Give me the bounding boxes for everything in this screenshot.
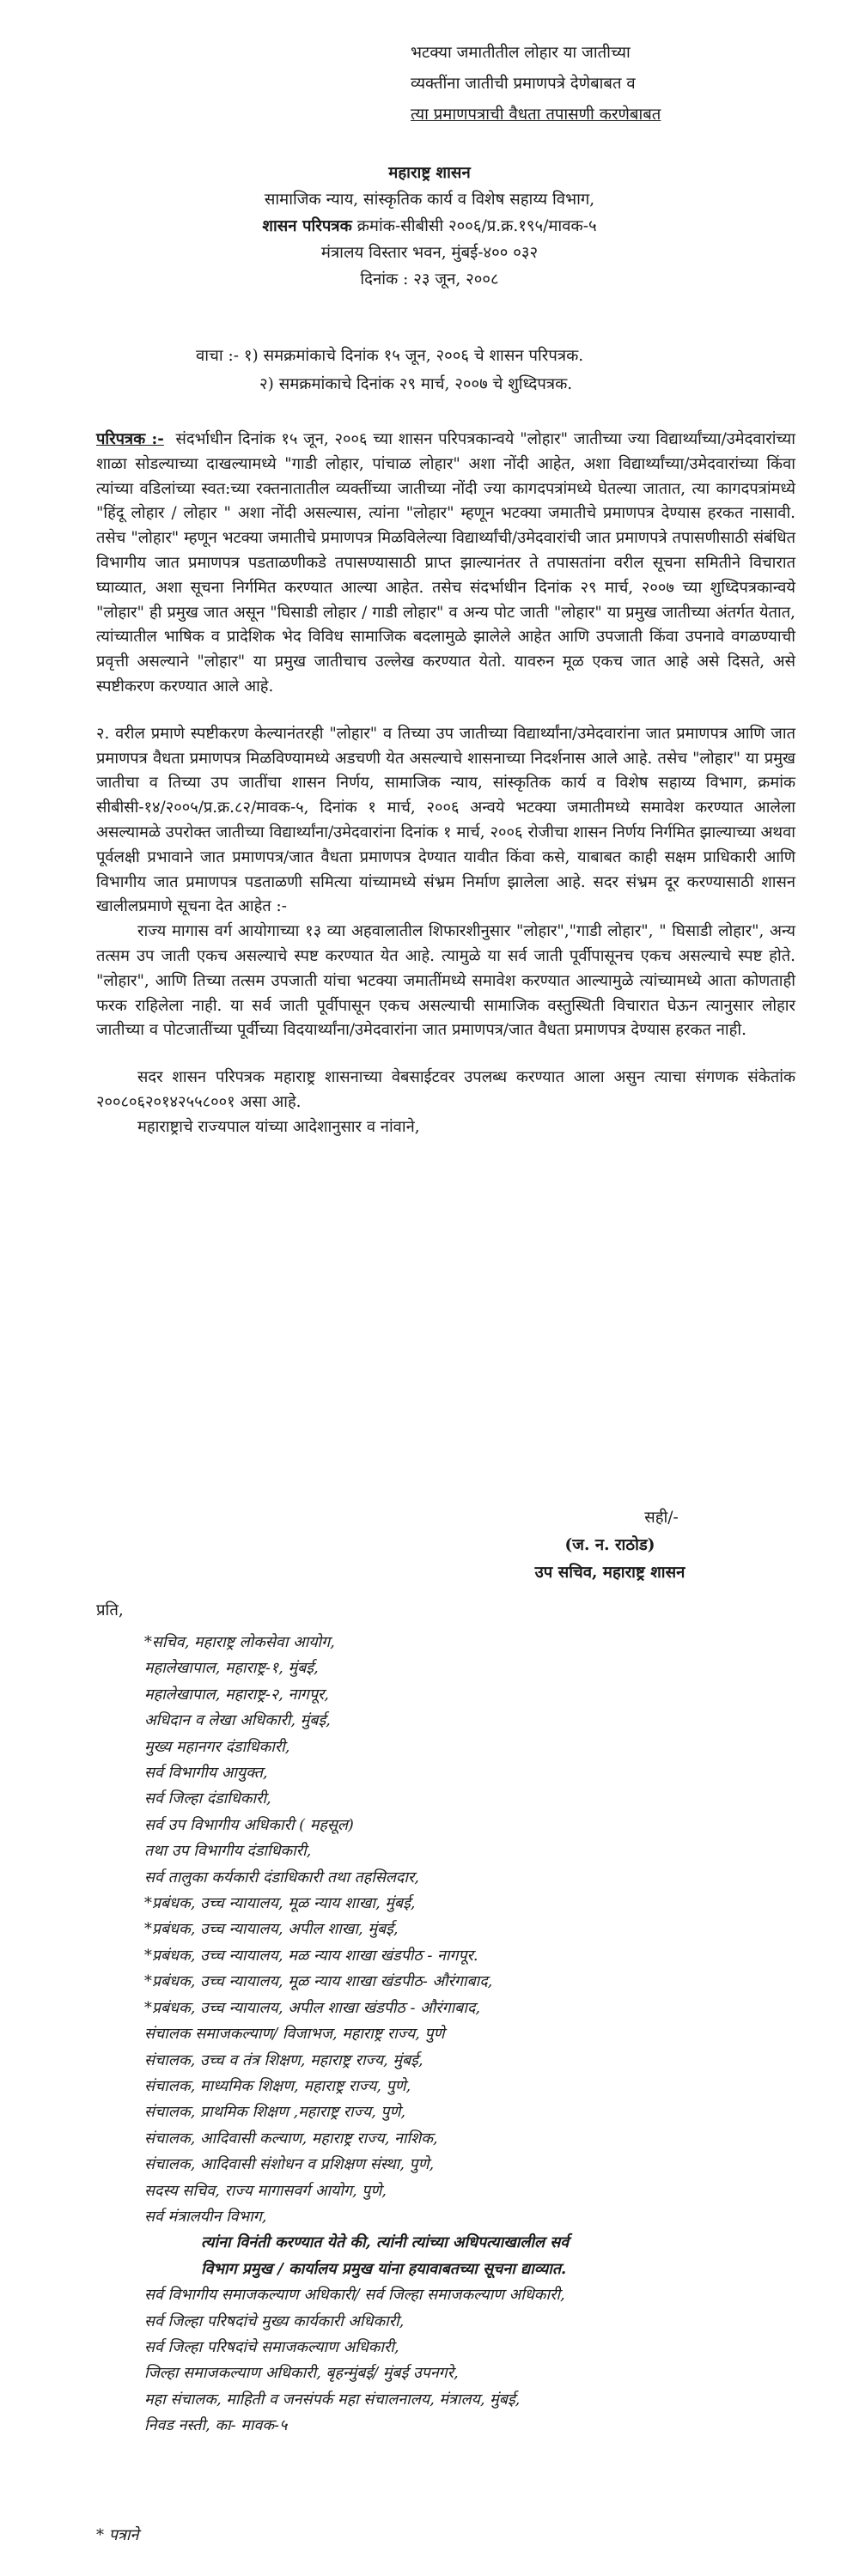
request-line: त्यांना विनंती करण्यात येते की, त्यांनी त्यांच्या अधिपत्याखालील सर्व — [201, 2233, 570, 2252]
signature-block — [481, 1504, 739, 1587]
office-address: मंत्रालय विस्तार भवन, मुंबई-४०० ०३२ — [320, 244, 539, 262]
list-item: निवड नस्ती, का- मावक-५ — [144, 2416, 288, 2435]
list-item: संचालक, आदिवासी संशोधन व प्रशिक्षण संस्था, पुणे, — [144, 2155, 435, 2174]
paragraph-4: सदर शासन परिपत्रक महाराष्ट्र शासनाच्या वेबसाईटवर उपलब्ध करण्यात आला असुन त्याचा संगणक संकेतांक २००८०६२०१४२५५८००१ असा आहे. — [96, 1068, 795, 1111]
government-name: महाराष्ट्र शासन — [388, 164, 471, 182]
prati-label: प्रति, — [96, 1601, 124, 1619]
paragraph-3: राज्य मागास वर्ग आयोगाच्या १३ व्या अहवालातील शिफारशीनुसार "लोहार","गाडी लोहार", " घिसाडी लोहार", अन्य तत्सम उप जाती एकच असल्याचे स्पष्ट करण्यात येत आहे. त्यामुळे या सर्व जाती पूर्वीपासूनच एकच असल्याचे स्पष्ट होते. "लोहार", आणि तिच्या तत्सम उपजाती यांचा भटक्या जमातींमध्ये समावेश करण्यात आल्यामुळे त्यांच्यामध्ये आता कोणताही फरक राहिलेला नाही. या सर्व जाती पूर्वीपासून एकच असल्याची सामाजिक वस्तुस्थिती विचारात घेऊन त्यानुसार लोहार जातीच्या व पोटजातींच्या पूर्वीच्या विदयार्थ्यांना/उमेदवारांना जात प्रमाणपत्र/जात वैधता प्रमाणपत्र देण्यास हरकत नाही. — [96, 922, 795, 1040]
list-item: संचालक समाजकल्याण/ विजाभज, महाराष्ट्र राज्य, पुणे — [144, 2025, 445, 2044]
paragraph-2: २. वरील प्रमाणे स्पष्टीकरण केल्यानंतरही "लोहार" व तिच्या उप जातीच्या विद्यार्थ्यांना/उमेदवारांना जात प्रमाणपत्र आणि जात प्रमाणपत्र वैधता प्रमाणपत्र मिळविण्यामध्ये अडचणी येत असल्याचे शासनाच्या निदर्शनास आले आहे. तसेच "लोहार" या प्रमुख जातीचा व तिच्या उप जातींचा शासन निर्णय, सामाजिक न्याय, सांस्कृतिक कार्य व विशेष सहाय्य विभाग, क्रमांक सीबीसी-१४/२००५/प्र.क्र.८२/मावक-५, दिनांक १ मार्च, २००६ अन्वये भटक्या जमातीमध्ये समावेश करण्यात आलेला असल्यामळे उपरोक्त जातीच्या विद्यार्थ्यांना/उमेदवारांना दिनांक १ मार्च, २००६ रोजीचा शासन निर्णय निर्गमित झाल्याच्या अथवा पूर्वलक्षी प्रभावाने जात प्रमाणपत्र/जात वैधता प्रमाणपत्र देण्यात यावीत किंवा कसे, याबाबत काही सक्षम प्राधिकारी आणि विभागीय जात प्रमाणपत्र पडताळणी समित्या यांच्यामध्ये संभ्रम निर्माण झालेला आहे. सदर संभ्रम दूर करण्यासाठी शासन खालीलप्रमाणे सूचना देत आहेत :- — [96, 724, 795, 916]
list-item: संचालक, माध्यमिक शिक्षण, महाराष्ट्र राज्य, पुणे, — [144, 2076, 411, 2095]
list-item: संचालक, उच्च व तंत्र शिक्षण, महाराष्ट्र राज्य, मुंबई, — [144, 2050, 423, 2069]
list-item: संचालक, प्राथमिक शिक्षण ,महाराष्ट्र राज्य, पुणे, — [144, 2103, 406, 2122]
list-item: महालेखापाल, महाराष्ट्र-१, मुंबई, — [144, 1659, 319, 1678]
subject-block — [411, 38, 771, 131]
reference-2: २) समक्रमांकाचे दिनांक २९ मार्च, २००७ चे शुध्दिपत्रक. — [259, 375, 573, 393]
subject-line-3: त्या प्रमाणपत्राची वैधता तपासणी करणेबाबत — [411, 106, 661, 124]
subject-line-1: भटक्या जमातीतील लोहार या जातीच्या — [411, 44, 631, 62]
list-item: *प्रबंधक, उच्च न्यायालय, अपील शाखा खंडपीठ - औरंगाबाद, — [144, 1998, 481, 2017]
list-item: सर्व उप विभागीय अधिकारी ( महसूल) — [144, 1815, 354, 1834]
circular-label-heading: परिपत्रक :- — [96, 430, 164, 448]
list-item: सर्व मंत्रालयीन विभाग, — [144, 2207, 267, 2226]
list-item: सर्व जिल्हा दंडाधिकारी, — [144, 1789, 271, 1808]
list-item: सर्व जिल्हा परिषदांचे मुख्य कार्यकारी अधिकारी, — [144, 2312, 405, 2330]
paragraph-1: परिपत्रक :- संदर्भाधीन दिनांक १५ जून, २००६ च्या शासन परिपत्रकान्वये "लोहार" जातीच्या ज्या विद्यार्थ्यांच्या/उमेदवारांच्या शाळा सोडल्याच्या दाखल्यामध्ये "गाडी लोहार, पांचाळ लोहार" अशा नोंदी आहेत, अशा विद्यार्थ्यांच्या/उमेदवारांच्या किंवा त्यांच्या वडिलांच्या स्वत:च्या रक्तनातातील व्यक्तींच्या जातीच्या नोंदी ज्या कागदपत्रांमध्ये घेतल्या जातात, त्या कागदपत्रांमध्ये "हिंदू लोहार / लोहार " अशा नोंदी असल्यास, त्यांना "लोहार" म्हणून भटक्या जमातीचे प्रमाणपत्र देण्यास हरकत नासावी. तसेच "लोहार" म्हणून भटक्या जमातीचे प्रमाणपत्र मिळविलेल्या विद्यार्थ्यांची/उमेदवारांची जात प्रमाणपत्रे तपासणीसाठी संबंधित विभागीय जात प्रमाणपत्र पडताळणीकडे तपासण्यासाठी प्राप्त झाल्यानंतर ते तपासतांना वरील सूचना समितीने विचारात घ्याव्यात, अशा सूचना निर्गमित करण्यात आल्या आहेत. तसेच संदर्भाधीन दिनांक २९ मार्च, २००७ च्या शुध्दिपत्रकान्वये "लोहार" ही प्रमुख जात असून "घिसाडी लोहार / गाडी लोहार" व अन्य पोट जाती "लोहार" या प्रमुख जातीच्या अंतर्गत येतात, त्यांच्यातील भाषिक व प्रादेशिक भेद विविध सामाजिक बदलामुळे झालेले आहेत आणि उपजाती किंवा उपनावे वगळण्याची प्रवृत्ती असल्याने "लोहार" या प्रमुख जातीचाच उल्लेख करण्यात येतो. यावरुन मूळ एकच जात आहे असे दिसते, असे स्पष्टीकरण करण्यात आले आहे. — [96, 430, 796, 696]
references-block — [196, 342, 797, 398]
read-label: वाचा :- — [196, 347, 239, 365]
footnote: * पत्राने — [96, 2526, 139, 2544]
list-item: महा संचालक, माहिती व जनसंपर्क महा संचालनालय, मंत्रालय, मुंबई, — [144, 2390, 521, 2409]
list-item: महालेखापाल, महाराष्ट्र-२, नागपूर, — [144, 1685, 329, 1704]
request-line: विभाग प्रमुख / कार्यालय प्रमुख यांना हयावाबतच्या सूचना द्याव्यात. — [201, 2259, 567, 2278]
circular-number: क्रमांक-सीबीसी २००६/प्र.क्र.१९५/मावक-५ — [356, 217, 597, 235]
signatory-designation: उप सचिव, महाराष्ट्र शासन — [534, 1564, 685, 1582]
signed-mark: सही/- — [644, 1509, 679, 1527]
list-item: *प्रबंधक, उच्च न्यायालय, मूळ न्याय शाखा खंडपीठ- औरंगाबाद, — [144, 1972, 493, 1991]
list-item: सर्व विभागीय समाजकल्याण अधिकारी/ सर्व जिल्हा समाजकल्याण अधिकारी, — [144, 2286, 565, 2305]
circular-date: दिनांक : २३ जून, २००८ — [360, 270, 499, 289]
list-item: सर्व जिल्हा परिषदांचे समाजकल्याण अधिकारी, — [144, 2337, 399, 2356]
list-item: संचालक, आदिवासी कल्याण, महाराष्ट्र राज्य, नाशिक, — [144, 2129, 438, 2148]
list-item: मुख्य महानगर दंडाधिकारी, — [144, 1737, 290, 1756]
circular-body — [96, 428, 795, 1140]
subject-line-2: व्यक्तींना जातीची प्रमाणपत्रे देणेबाबत व — [411, 75, 636, 93]
list-item: सर्व तालुका कर्यकारी दंडाधिकारी तथा तहसिलदार, — [144, 1868, 419, 1886]
reference-1: वाचा :- १) समक्रमांकाचे दिनांक १५ जून, २००६ चे शासन परिपत्रक. — [196, 347, 584, 365]
list-item: अधिदान व लेखा अधिकारी, मुंबई, — [144, 1711, 331, 1730]
circular-label: शासन परिपत्रक — [262, 217, 352, 235]
list-item: जिल्हा समाजकल्याण अधिकारी, बृहन्मुंबई/ मुंबई उपनगरे, — [144, 2364, 459, 2383]
list-item: तथा उप विभागीय दंडाधिकारी, — [144, 1842, 312, 1861]
list-item: *प्रबंधक, उच्च न्यायालय, अपील शाखा, मुंबई, — [144, 1920, 399, 1939]
department-name: सामाजिक न्याय, सांस्कृतिक कार्य व विशेष सहाय्य विभाग, — [264, 191, 595, 209]
paragraph-5: महाराष्ट्राचे राज्यपाल यांच्या आदेशानुसार व नांवाने, — [137, 1117, 420, 1136]
list-item: सर्व विभागीय आयुक्त, — [144, 1764, 268, 1783]
document-header — [103, 160, 756, 293]
list-item: सदस्य सचिव, राज्य मागासवर्ग आयोग, पुणे, — [144, 2181, 387, 2200]
signatory-name: (ज. न. राठोड) — [564, 1536, 655, 1554]
list-item: *प्रबंधक, उच्च न्यायालय, मळ न्याय शाखा खंडपीठ - नागपूर. — [144, 1946, 478, 1965]
list-item: *प्रबंधक, उच्च न्यायालय, मूळ न्याय शाखा, मुंबई, — [144, 1894, 416, 1913]
list-item: *सचिव, महाराष्ट्र लोकसेवा आयोग, — [144, 1633, 335, 1651]
distribution-list — [144, 1630, 797, 2439]
circular-number-line — [103, 213, 756, 240]
